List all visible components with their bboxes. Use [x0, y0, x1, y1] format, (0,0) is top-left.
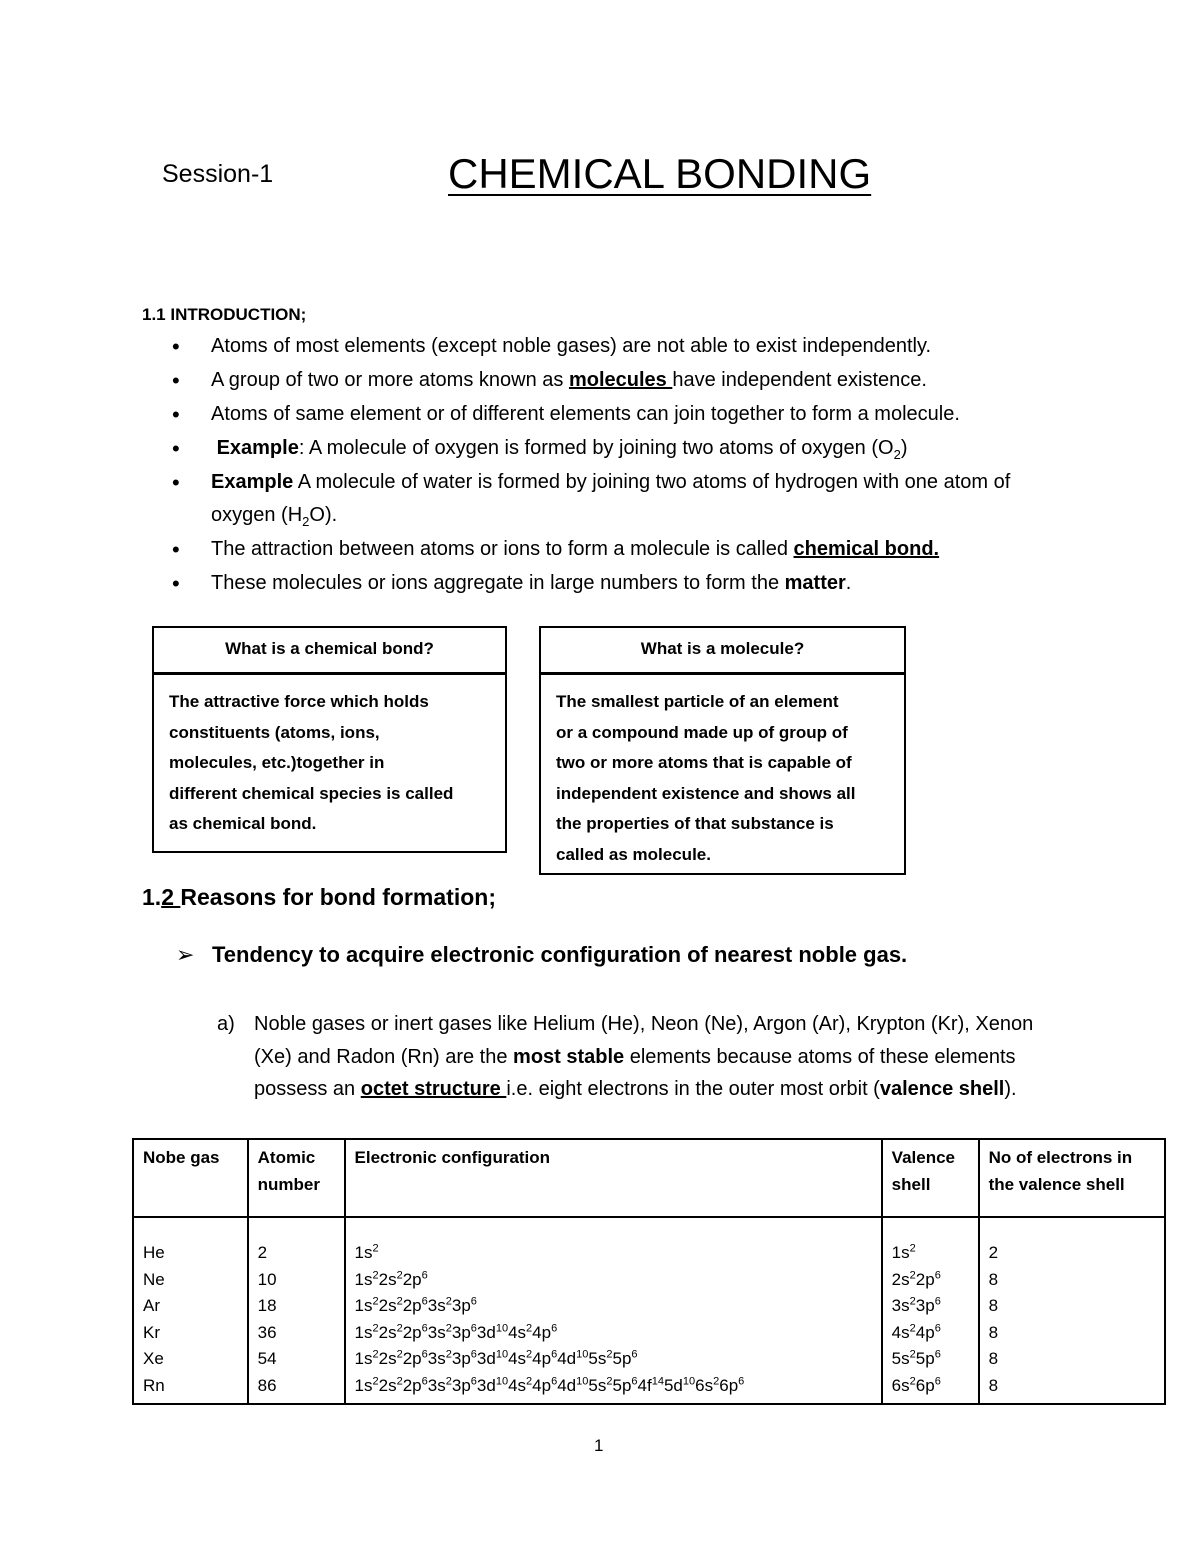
list-item: • The attraction between atoms or ions to form a molecule is called chemical bond. — [172, 533, 1052, 566]
box-title: What is a molecule? — [541, 628, 904, 675]
electronic-configuration: $1s^22s^22p^6$ — [354, 1268, 428, 1289]
page-title: CHEMICAL BONDING — [448, 150, 872, 197]
atomic-number: 2 — [257, 1243, 268, 1262]
electronic-configuration: $1s^22s^22p^63s^23p^6$ — [354, 1295, 477, 1315]
arrow-bullet-icon: ➢ — [176, 942, 195, 967]
list-item: • Atoms of most elements (except noble gases) are not able to exist independently. — [172, 330, 1052, 363]
paragraph-a: a) Noble gases or inert gases like Helium (He), Neon (Ne), Argon (Ar), Krypton (Kr), Xenon (Xe) and Radon (Rn) are the most stable elements because atoms of these elements possess an octet structure i.e. eight electrons in the outer most orbit (valence shell). — [217, 1013, 1034, 1100]
atomic-number: 86 — [257, 1375, 277, 1395]
valence-electron-count: 8 — [988, 1296, 999, 1315]
electronic-configuration: $1s^22s^22p^63s^23p^63d^{10}4s^24p^64d^{10}5s^25p^64f^{14}5d^{10}6s^26p^6$ — [354, 1374, 745, 1395]
term-matter: matter — [784, 572, 846, 594]
list-item: • These molecules or ions aggregate in large numbers to form the matter. — [172, 567, 1052, 600]
valence-shell: $3s^23p^6$ — [891, 1295, 941, 1315]
gas-symbol: Ne — [143, 1269, 165, 1289]
session-label: Session-1 — [162, 160, 274, 188]
definition-box-molecule — [539, 626, 906, 875]
gas-symbol: He — [143, 1243, 165, 1262]
valence-electron-count: 2 — [988, 1243, 999, 1262]
gas-symbol: Xe — [143, 1349, 164, 1368]
box-title: What is a chemical bond? — [154, 628, 505, 675]
atomic-number: 36 — [257, 1322, 277, 1342]
electronic-configuration: $1s^22s^22p^63s^23p^63d^{10}4s^24p^6$ — [354, 1321, 558, 1342]
box-body: The smallest particle of an element or a compound made up of group of two or more atoms that is capable of independent existence and shows all the properties of that substance is called as molecule. — [556, 692, 856, 864]
valence-shell-column — [882, 1217, 979, 1404]
valence-shell: $5s^25p^6$ — [891, 1348, 941, 1368]
valence-electron-count: 8 — [988, 1349, 999, 1368]
valence-shell: $6s^26p^6$ — [891, 1374, 941, 1395]
list-item: • Example: A molecule of oxygen is formed by joining two atoms of oxygen $(O_2)$ — [172, 432, 1052, 465]
table-header-row — [133, 1139, 1165, 1217]
tendency-point: ➢ Tendency to acquire electronic configuration of nearest noble gas. — [176, 942, 908, 967]
list-item: • Example A molecule of water is formed by joining two atoms of hydrogen with one atom of oxygen $(H_2O)$. — [172, 466, 1052, 532]
gas-symbol: Rn — [143, 1375, 165, 1395]
valence-shell: $1s^2$ — [891, 1242, 916, 1262]
list-item: • A group of two or more atoms known as molecules have independent existence. — [172, 364, 1052, 397]
column-header: Atomic number — [248, 1139, 345, 1217]
valence-electron-count: 8 — [988, 1269, 999, 1289]
definition-box-chemical-bond — [152, 626, 507, 853]
column-header: Valence shell — [882, 1139, 979, 1217]
noble-gas-table — [132, 1138, 1166, 1405]
column-header: Electronic configuration — [345, 1139, 882, 1217]
gas-column — [133, 1217, 248, 1404]
page-number: 1 — [594, 1436, 604, 1455]
electronic-configuration: $1s^2$ — [354, 1242, 379, 1262]
atomic-number: 18 — [257, 1296, 277, 1315]
section-heading-bond-formation: 1.2 Reasons for bond formation; — [142, 884, 496, 910]
atomic-number: 54 — [257, 1349, 277, 1368]
valence-count-column — [979, 1217, 1165, 1404]
atomic-number-column — [248, 1217, 345, 1404]
gas-symbol: Ar — [143, 1296, 160, 1315]
list-item: • Atoms of same element or of different elements can join together to form a molecule. — [172, 398, 1052, 431]
valence-electron-count: 8 — [988, 1375, 999, 1395]
box-body: The attractive force which holds constituents (atoms, ions, molecules, etc.)together in different chemical species is called as chemical bond. — [169, 692, 454, 833]
gas-symbol: Kr — [143, 1322, 160, 1342]
table-body-row — [133, 1217, 1165, 1404]
valence-shell: $4s^24p^6$ — [891, 1321, 941, 1342]
term-chemical-bond: chemical bond. — [793, 538, 940, 560]
term-molecules: molecules — [568, 369, 673, 391]
column-header: Nobe gas — [133, 1139, 248, 1217]
intro-bullet-list — [172, 330, 1052, 601]
intro-heading: 1.1 INTRODUCTION; — [142, 305, 307, 324]
electronic-configuration: $1s^22s^22p^63s^23p^63d^{10}4s^24p^64d^{10}5s^25p^6$ — [354, 1348, 638, 1368]
valence-shell: $2s^22p^6$ — [891, 1268, 941, 1289]
configuration-column — [345, 1217, 882, 1404]
column-header: No of electrons in the valence shell — [979, 1139, 1165, 1217]
valence-electron-count: 8 — [988, 1322, 999, 1342]
atomic-number: 10 — [257, 1269, 277, 1289]
